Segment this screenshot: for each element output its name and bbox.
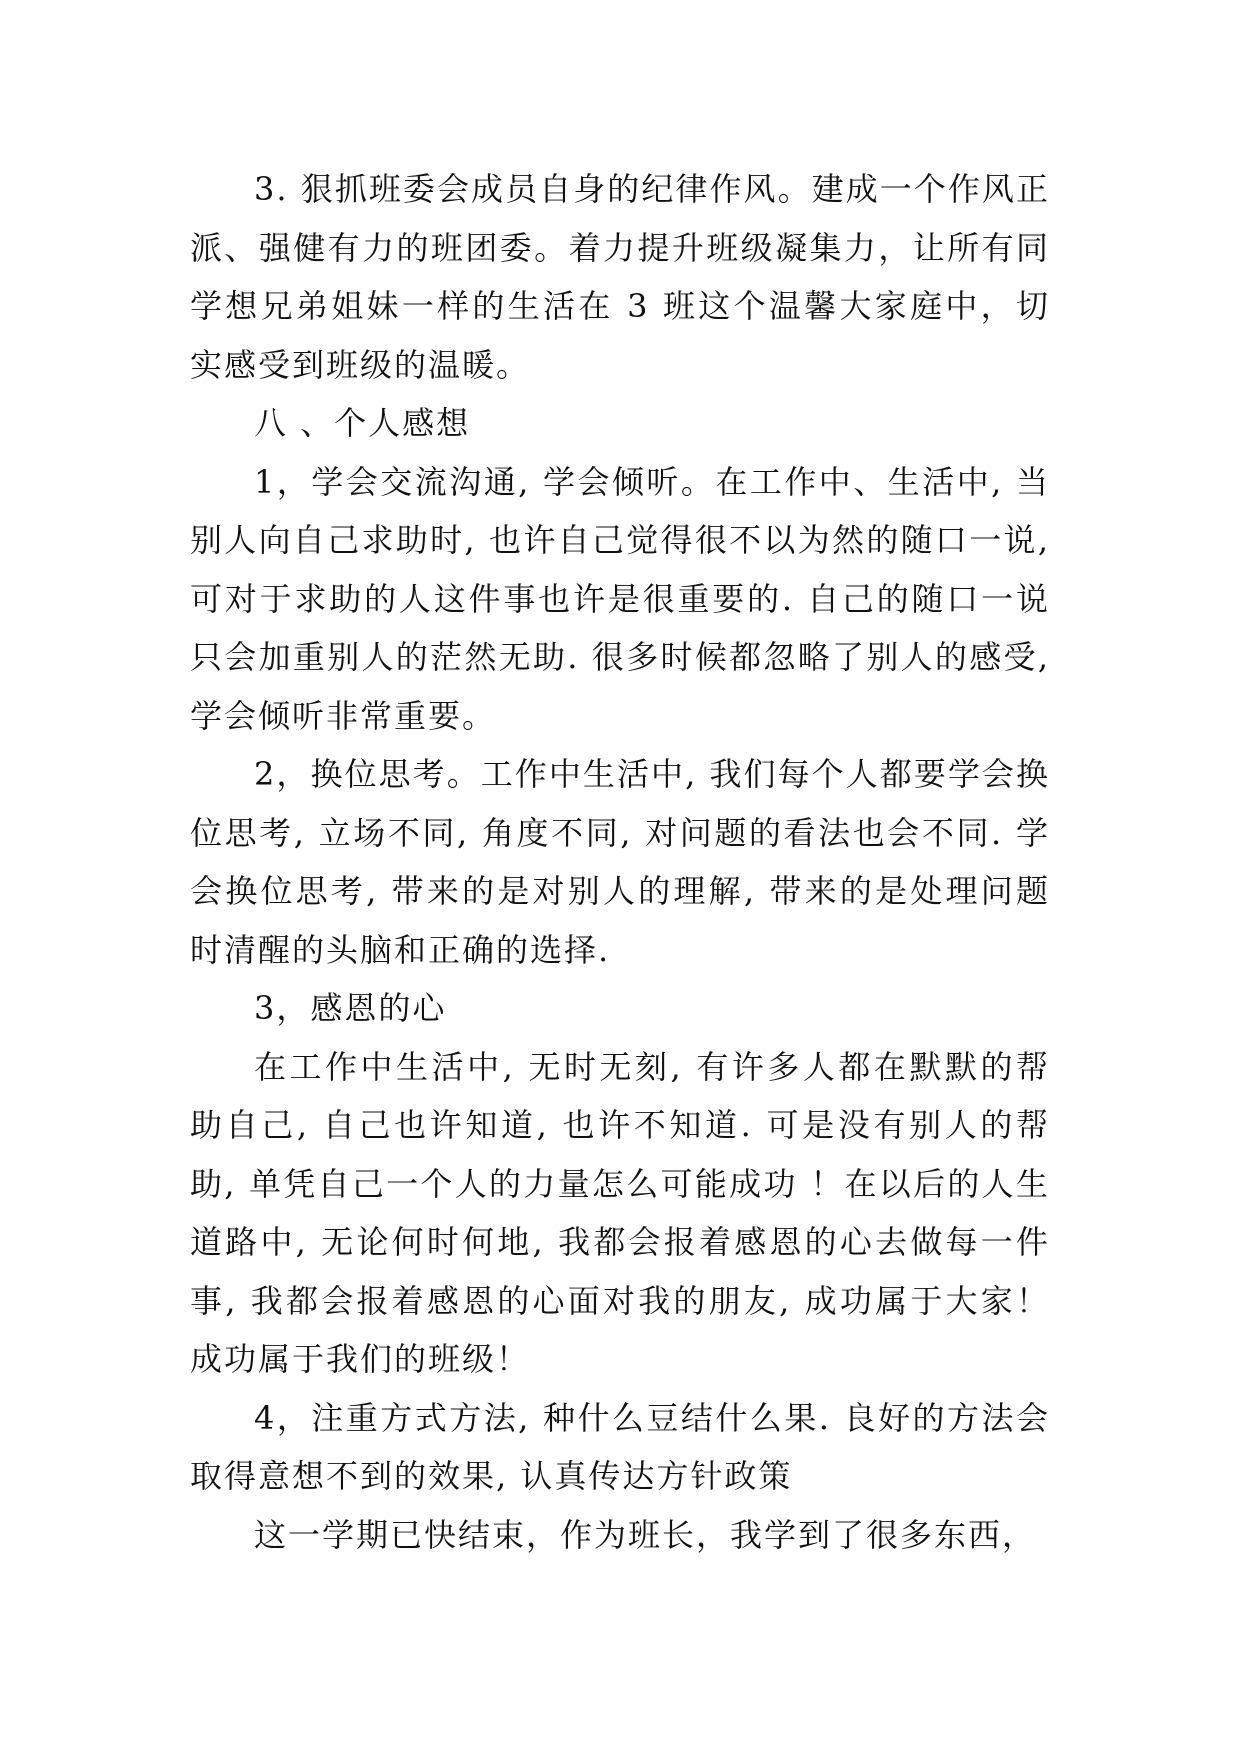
paragraph-semester-end: 这一学期已快结束，作为班长，我学到了很多东西， — [254, 1515, 1037, 1554]
paragraph-methods: 4，注重方式方法, 种什么豆结什么果. 良好的方法会取得意想不到的效果, 认真传达方针政策 — [190, 1398, 1050, 1495]
section-heading-personal-reflections: 八 、个人感想 — [254, 404, 471, 442]
paragraph-discipline: 3. 狠抓班委会成员自身的纪律作风。建成一个作风正派、强健有力的班团委。着力提升班级凝集力，让所有同学想兄弟姐妹一样的生活在 3 班这个温馨大家庭中，切实感受到班级的温暖。 — [190, 170, 1050, 384]
paragraph-perspective-taking: 2，换位思考。工作中生活中, 我们每个人都要学会换位思考, 立场不同, 角度不同, 对问题的看法也会不同. 学会换位思考, 带来的是对别人的理解, 带来的是处理问题时清醒的头脑和正确的选择. — [190, 755, 1050, 969]
paragraph-communication: 1，学会交流沟通, 学会倾听。在工作中、生活中, 当别人向自己求助时, 也许自己觉得很不以为然的随口一说, 可对于求助的人这件事也许是很重要的. 自己的随口一说只会加重别人的茫然无助. 很多时候都忽略了别人的感受, 学会倾听非常重要。 — [190, 462, 1050, 735]
subheading-gratitude: 3，感恩的心 — [254, 989, 447, 1027]
paragraph-gratitude: 在工作中生活中, 无时无刻, 有许多人都在默默的帮助自己, 自己也许知道, 也许不知道. 可是没有别人的帮助, 单凭自己一个人的力量怎么可能成功 ！在以后的人生道路中, 无论何时何地, 我都会报着感恩的心去做每一件事, 我都会报着感恩的心面对我的朋友, 成功属于大家！成功属于我们的班级！ — [190, 1047, 1050, 1378]
document-body — [190, 160, 1050, 1564]
